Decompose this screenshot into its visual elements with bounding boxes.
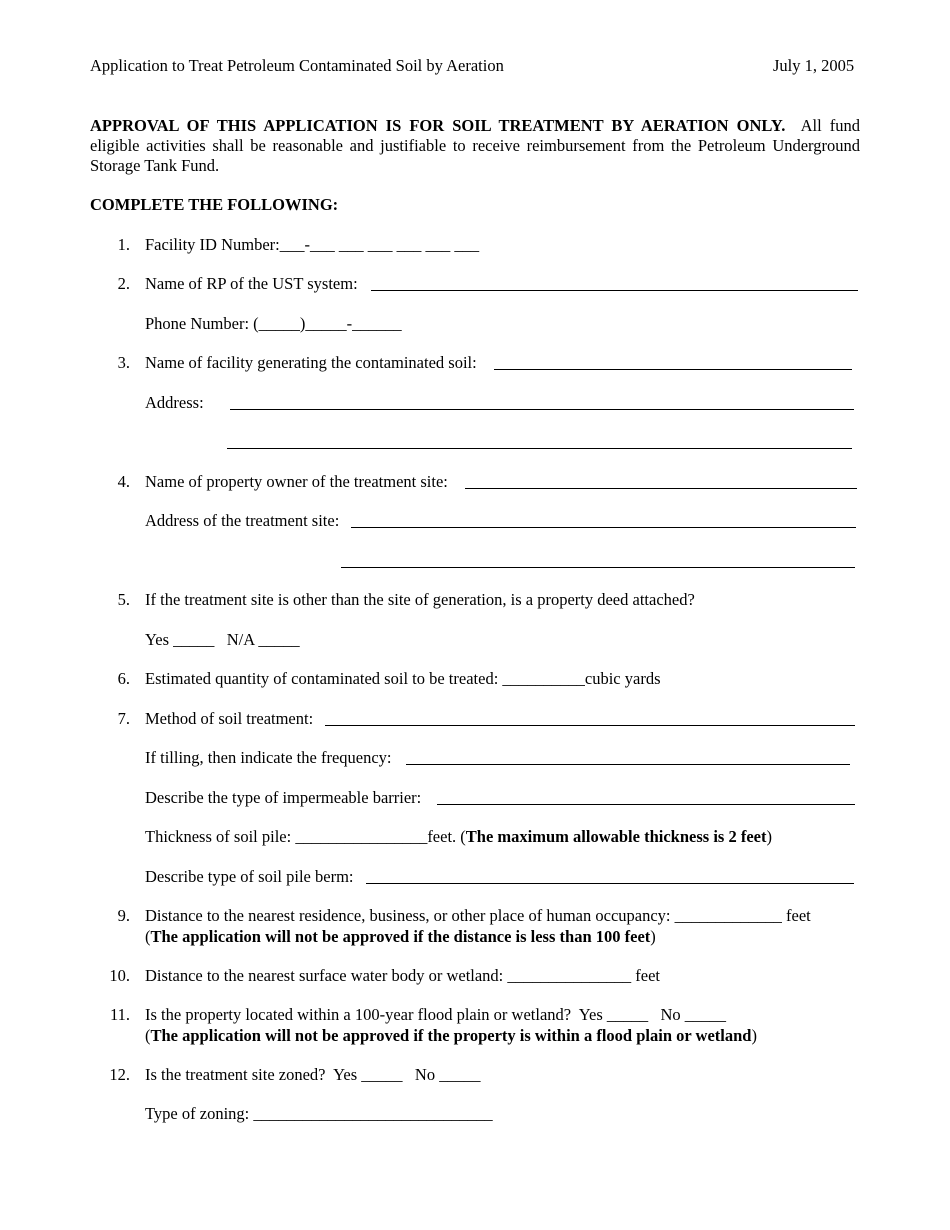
facility-address-line-1[interactable] (230, 409, 854, 410)
paren-close: ) (650, 927, 656, 946)
pile-thickness-close: ) (766, 827, 772, 846)
intro-bold: APPROVAL OF THIS APPLICATION IS FOR SOIL TREATMENT BY AERATION ONLY. (90, 116, 786, 135)
owner-name-line[interactable] (465, 488, 857, 489)
treatment-method-label: Method of soil treatment: (145, 709, 314, 728)
item-number: 11. (109, 1005, 130, 1024)
phone-number-field[interactable]: Phone Number: (_____)_____-______ (145, 314, 402, 333)
item-number: 3. (117, 353, 130, 372)
facility-address-label: Address: (145, 393, 204, 412)
deed-options[interactable]: Yes _____ N/A _____ (145, 630, 300, 649)
item-number: 2. (117, 274, 130, 293)
water-distance-field[interactable]: Distance to the nearest surface water body or wetland: _______________ feet (145, 966, 660, 985)
treatment-address-label: Address of the treatment site: (145, 511, 340, 530)
item-number: 7. (117, 709, 130, 728)
pile-thickness-label: Thickness of soil pile: ________________feet. ( (145, 827, 466, 846)
paren-open: ( (145, 1026, 151, 1045)
berm-type-label: Describe type of soil pile berm: (145, 867, 354, 886)
tilling-frequency-label: If tilling, then indicate the frequency: (145, 748, 392, 767)
facility-id-field[interactable]: Facility ID Number:___-___ ___ ___ ___ ___ ___ (145, 235, 480, 254)
residence-distance-field[interactable]: Distance to the nearest residence, business, or other place of human occupancy: _____________ feet (145, 906, 811, 925)
treatment-address-line-2[interactable] (341, 567, 855, 568)
treatment-address-line-1[interactable] (351, 527, 856, 528)
intro-text: All fund eligible activities shall be reasonable and justifiable to receive reimbursement from the Petroleum Underground Storage Tank Fund. (90, 116, 860, 175)
barrier-type-line[interactable] (437, 804, 855, 805)
treatment-method-line[interactable] (325, 725, 855, 726)
paren-close: ) (751, 1026, 757, 1045)
facility-address-line-2[interactable] (227, 448, 852, 449)
rp-name-label: Name of RP of the UST system: (145, 274, 358, 293)
owner-name-label: Name of property owner of the treatment site: (145, 472, 448, 491)
intro-paragraph (90, 116, 860, 176)
item-number: 10. (109, 966, 130, 985)
zoning-type-field[interactable]: Type of zoning: _____________________________ (145, 1104, 493, 1123)
item-number: 1. (117, 235, 130, 254)
pile-thickness-field[interactable] (145, 827, 772, 847)
residence-distance-warning: The application will not be approved if the distance is less than 100 feet (150, 927, 651, 946)
item-number: 6. (117, 669, 130, 688)
pile-thickness-note: The maximum allowable thickness is 2 feet (465, 827, 767, 846)
zoned-field[interactable]: Is the treatment site zoned? Yes _____ No _____ (145, 1065, 481, 1084)
item-number: 12. (109, 1065, 130, 1084)
tilling-frequency-line[interactable] (406, 764, 850, 765)
deed-question: If the treatment site is other than the site of generation, is a property deed attached? (145, 590, 695, 609)
paren-open: ( (145, 927, 151, 946)
facility-name-line[interactable] (494, 369, 852, 370)
rp-name-line[interactable] (371, 290, 858, 291)
item-number: 4. (117, 472, 130, 491)
soil-quantity-field[interactable]: Estimated quantity of contaminated soil to be treated: __________cubic yards (145, 669, 661, 688)
flood-plain-field[interactable]: Is the property located within a 100-year flood plain or wetland? Yes _____ No _____ (145, 1005, 727, 1024)
document-title: Application to Treat Petroleum Contaminated Soil by Aeration (90, 56, 504, 75)
section-heading: COMPLETE THE FOLLOWING: (90, 195, 339, 214)
residence-distance-note (145, 927, 656, 947)
document-date: July 1, 2005 (773, 56, 855, 75)
berm-type-line[interactable] (366, 883, 854, 884)
barrier-type-label: Describe the type of impermeable barrier: (145, 788, 422, 807)
item-number: 5. (117, 590, 130, 609)
flood-plain-note (145, 1026, 757, 1046)
facility-name-label: Name of facility generating the contaminated soil: (145, 353, 477, 372)
flood-plain-warning: The application will not be approved if the property is within a flood plain or wetland (150, 1026, 752, 1045)
item-number: 9. (117, 906, 130, 925)
